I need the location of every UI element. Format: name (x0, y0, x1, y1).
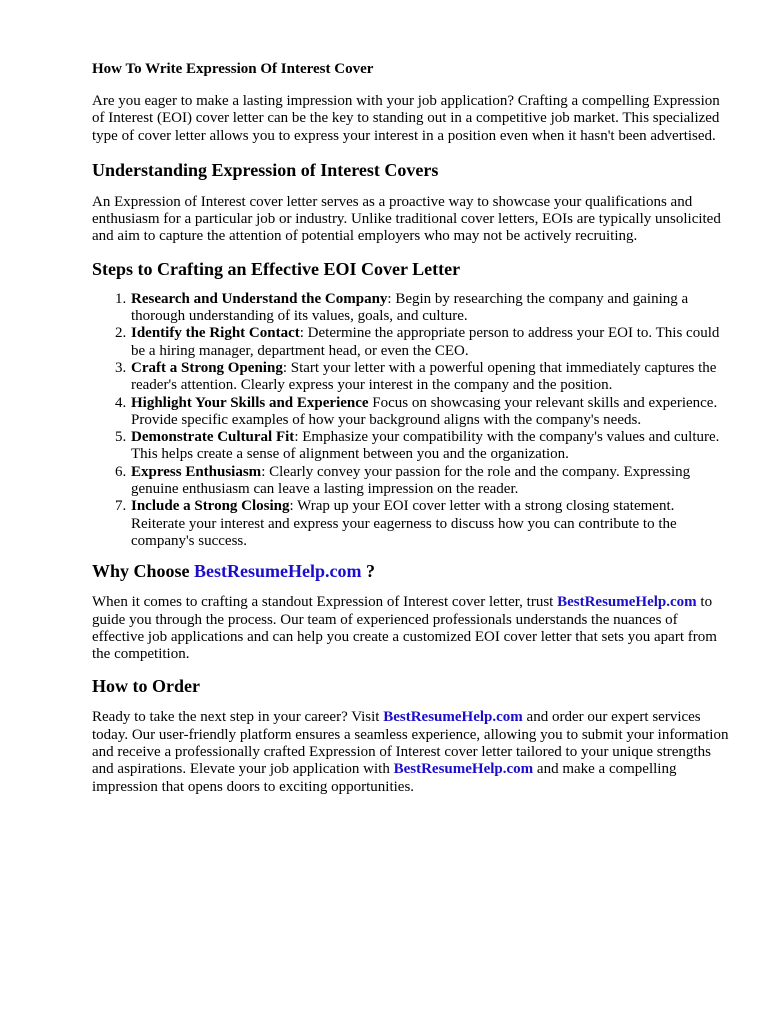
document-page (92, 60, 732, 796)
step-text: Begin by researching the company and gaining a thorough understanding of its values, goals, and culture. (131, 290, 689, 325)
understanding-paragraph: An Expression of Interest cover letter serves as a proactive way to showcase your qualifications and enthusiasm for a particular job or industry. Unlike traditional cover letters, EOIs are typically unsolicited and aim to capture the attention of potential employers who may not be actively recruiting. (92, 193, 721, 245)
brand-link[interactable]: BestResumeHelp.com (393, 761, 534, 778)
step-item (130, 395, 732, 430)
step-title: Research and Understand the Company (131, 290, 388, 307)
why-heading-prefix: Why Choose (92, 561, 195, 582)
why-text-after: to guide you through the process. Our team of experienced professionals understands the nuances of effective job applications and can help you create a customized EOI cover letter that sets you apart from the competition. (92, 594, 717, 663)
step-text: Start your letter with a powerful opening that immediately captures the reader's attention. Clearly express your interest in the company and the position. (131, 359, 717, 394)
how-to-order-heading: How to Order (92, 676, 200, 697)
order-text-2: and order our expert services today. Our user-friendly platform ensures a seamless experience, allowing you to submit your information and receive a professionally crafted Expression of Interest cover letter tailored to your unique strengths and aspirations. Elevate your job application with (92, 709, 729, 778)
step-title: Express Enthusiasm (131, 463, 262, 480)
step-text: Emphasize your compatibility with the company's values and culture. This helps create a sense of alignment between you and the organization. (131, 429, 720, 463)
step-title: Identify the Right Contact (131, 325, 300, 342)
step-separator: : (299, 325, 308, 342)
step-separator: : (261, 463, 270, 480)
step-text: Clearly convey your passion for the role and the company. Expressing genuine enthusiasm can leave a lasting impression on the reader. (131, 463, 691, 498)
step-item (130, 429, 732, 464)
brand-link[interactable]: BestResumeHelp.com (557, 594, 697, 611)
why-paragraph (92, 594, 732, 663)
brand-link[interactable]: BestResumeHelp.com (383, 709, 523, 726)
step-title: Demonstrate Cultural Fit (131, 429, 295, 446)
step-separator: : (282, 359, 291, 376)
steps-heading: Steps to Crafting an Effective EOI Cover Letter (92, 258, 461, 279)
step-item (130, 464, 732, 499)
understanding-heading: Understanding Expression of Interest Covers (92, 159, 439, 180)
order-paragraph (92, 709, 732, 795)
why-text-before: When it comes to crafting a standout Expression of Interest cover letter, trust (92, 594, 558, 611)
step-text: Focus on showcasing your relevant skills and experience. Provide specific examples of how your background aligns with the company's needs. (131, 394, 718, 428)
step-title: Craft a Strong Opening (131, 359, 283, 376)
step-item (130, 360, 732, 395)
step-item (130, 498, 732, 550)
why-choose-heading (92, 560, 732, 582)
step-text: Wrap up your EOI cover letter with a strong closing statement. Reiterate your interest and express your eagerness to discuss how you can contribute to the company's success. (131, 498, 677, 549)
order-text-3: and make a compelling impression that opens doors to exciting opportunities. (92, 761, 677, 795)
step-item (130, 291, 732, 326)
steps-list (92, 291, 732, 550)
step-text: Determine the appropriate person to address your EOI to. This could be a hiring manager, department head, or even the CEO. (131, 325, 720, 359)
step-separator: : (387, 290, 396, 307)
brand-link[interactable]: BestResumeHelp.com (194, 561, 362, 582)
intro-paragraph: Are you eager to make a lasting impression with your job application? Crafting a compelling Expression of Interest (EOI) cover letter can be the key to standing out in a competitive job market. This specialized type of cover letter allows you to express your interest in a position even when it hasn't been advertised. (92, 93, 720, 144)
step-separator: : (294, 429, 303, 446)
why-heading-suffix: ? (361, 561, 375, 582)
step-item (130, 325, 732, 360)
step-title: Include a Strong Closing (131, 498, 290, 515)
document-title: How To Write Expression Of Interest Cover (92, 61, 374, 77)
step-title: Highlight Your Skills and Experience (131, 394, 369, 411)
step-separator: : (289, 498, 298, 515)
order-text-1: Ready to take the next step in your career? Visit (92, 709, 384, 726)
